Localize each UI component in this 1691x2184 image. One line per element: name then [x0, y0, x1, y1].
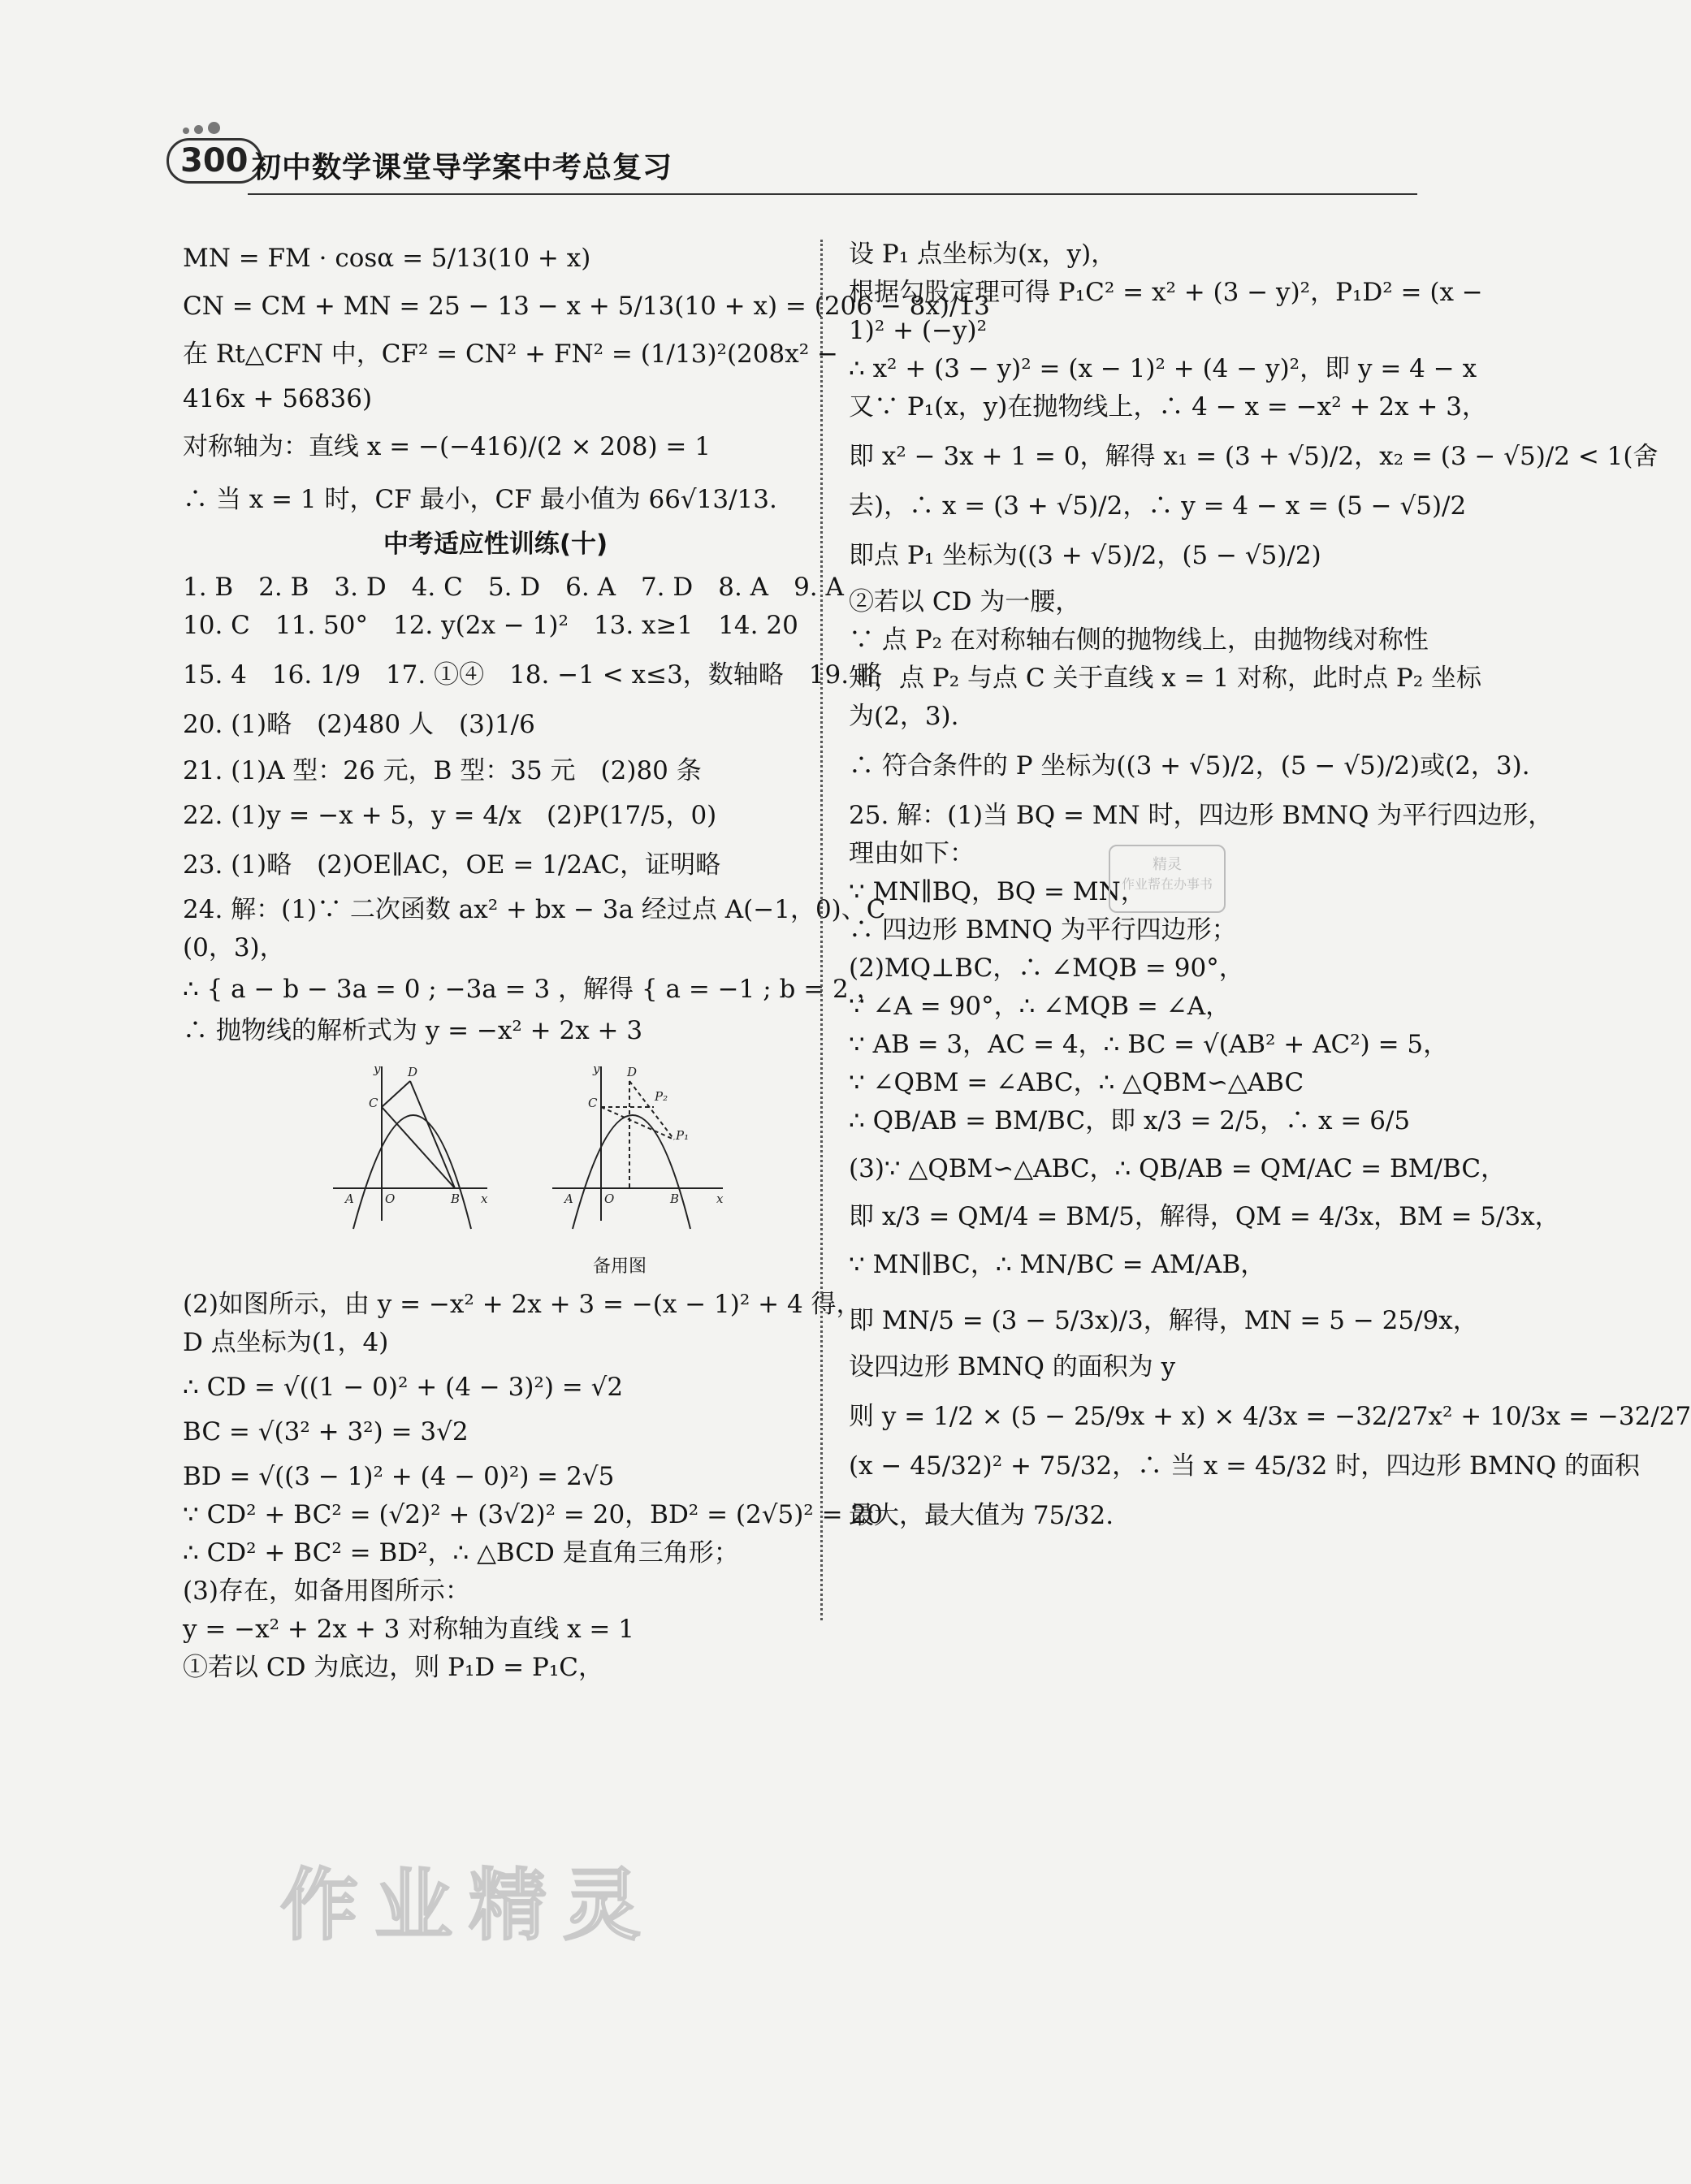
solution-line: (2)MQ⊥BC，∴ ∠MQB = 90°， — [849, 954, 1244, 983]
answer-line: 21. (1)A 型：26 元，B 型：35 元 (2)80 条 — [183, 756, 702, 785]
answer-line: (0，3)， — [183, 933, 285, 962]
answer-line: 24. 解：(1)∵ 二次函数 ax² + bx − 3a 经过点 A(−1，0)、C — [183, 895, 886, 924]
figure-caption: 备用图 — [593, 1256, 647, 1277]
svg-text:x: x — [716, 1191, 724, 1206]
solution-line: ∵ CD² + BC² = (√2)² + (3√2)² = 20，BD² = (2√5)² = 20 — [183, 1500, 883, 1529]
svg-text:O: O — [385, 1191, 396, 1206]
solution-line: 即 x² − 3x + 1 = 0，解得 x₁ = (3 + √5)/2，x₂ = (3 − √5)/2 < 1(舍 — [849, 442, 1659, 471]
solution-line: (3)存在，如备用图所示： — [183, 1576, 470, 1606]
solution-line: 在 Rt△CFN 中，CF² = CN² + FN² = (1/13)²(208x² − — [183, 339, 838, 369]
solution-line: 根据勾股定理可得 P₁C² = x² + (3 − y)²，P₁D² = (x − — [849, 278, 1483, 307]
solution-line: 设四边形 BMNQ 的面积为 y — [849, 1352, 1176, 1382]
solution-line: 最大，最大值为 75/32. — [849, 1501, 1114, 1530]
solution-line: ∴ 四边形 BMNQ 为平行四边形； — [849, 915, 1237, 945]
solution-line: (x − 45/32)² + 75/32，∴ 当 x = 45/32 时，四边形 BMNQ 的面积 — [849, 1451, 1640, 1481]
answer-line: ∴ 抛物线的解析式为 y = −x² + 2x + 3 — [183, 1016, 643, 1045]
solution-line: ∴ 符合条件的 P 坐标为((3 + √5)/2，(5 − √5)/2)或(2，3). — [849, 751, 1530, 781]
solution-line: (2)如图所示，由 y = −x² + 2x + 3 = −(x − 1)² + 4 得， — [183, 1290, 862, 1319]
page-number: 300 — [167, 138, 262, 184]
solution-line: 理由如下： — [849, 839, 975, 868]
solution-line: ∵ ∠QBM = ∠ABC，∴ △QBM∽△ABC — [849, 1068, 1304, 1097]
svg-text:C: C — [588, 1096, 598, 1110]
solution-line: ∴ QB/AB = BM/BC，即 x/3 = 2/5，∴ x = 6/5 — [849, 1106, 1411, 1135]
solution-line: 即点 P₁ 坐标为((3 + √5)/2，(5 − √5)/2) — [849, 541, 1321, 570]
solution-line: ∴ CD = √((1 − 0)² + (4 − 3)²) = √2 — [183, 1373, 624, 1402]
solution-line: ∵ 点 P₂ 在对称轴右侧的抛物线上，由抛物线对称性 — [849, 625, 1429, 655]
svg-text:x: x — [481, 1191, 488, 1206]
solution-line: 即 MN/5 = (3 − 5/3x)/3，解得，MN = 5 − 25/9x， — [849, 1306, 1478, 1335]
answer-line: ∴ { a − b − 3a = 0 ; −3a = 3 ，解得 { a = −1 ; b = 2 ， — [183, 975, 882, 1004]
solution-line: 416x + 56836) — [183, 384, 373, 413]
solution-line: 对称轴为：直线 x = −(−416)/(2 × 208) = 1 — [183, 432, 711, 461]
solution-line: ∴ CD² + BC² = BD²，∴ △BCD 是直角三角形； — [183, 1538, 739, 1568]
book-title: 初中数学课堂导学案中考总复习 — [252, 151, 673, 184]
answer-line: 1. B 2. B 3. D 4. C 5. D 6. A 7. D 8. A 9. A — [183, 573, 844, 602]
solution-line: 则 y = 1/2 × (5 − 25/9x + x) × 4/3x = −32/27x² + 10/3x = −32/27 — [849, 1402, 1691, 1431]
solution-line: 为(2，3). — [849, 702, 959, 731]
solution-line: 即 x/3 = QM/4 = BM/5，解得，QM = 4/3x，BM = 5/3x， — [849, 1202, 1560, 1231]
corner-stamp: 精灵 作业帮在办事书 — [1109, 845, 1226, 913]
decorative-dots — [183, 122, 225, 137]
column-divider — [820, 240, 823, 1620]
page-header — [167, 122, 1417, 199]
solution-line: ∵ ∠A = 90°，∴ ∠MQB = ∠A， — [849, 992, 1231, 1021]
solution-line: ②若以 CD 为一腰， — [849, 587, 1081, 616]
svg-text:D: D — [408, 1065, 418, 1079]
solution-line: 去)，∴ x = (3 + √5)/2，∴ y = 4 − x = (5 − √5)/2 — [849, 491, 1467, 521]
solution-line: CN = CM + MN = 25 − 13 − x + 5/13(10 + x) = (206 − 8x)/13 — [183, 292, 990, 321]
solution-line: D 点坐标为(1，4) — [183, 1328, 389, 1357]
solution-line: 知，点 P₂ 与点 C 关于直线 x = 1 对称，此时点 P₂ 坐标 — [849, 664, 1482, 693]
svg-text:A: A — [564, 1191, 573, 1206]
answer-line: 20. (1)略 (2)480 人 (3)1/6 — [183, 710, 535, 739]
svg-text:C: C — [369, 1096, 378, 1110]
parabola-graphs — [317, 1058, 739, 1245]
solution-line: 又∵ P₁(x，y)在抛物线上，∴ 4 − x = −x² + 2x + 3， — [849, 392, 1487, 422]
svg-text:B: B — [451, 1191, 461, 1206]
svg-text:B: B — [670, 1191, 680, 1206]
solution-line: MN = FM · cosα = 5/13(10 + x) — [183, 244, 591, 273]
svg-text:D: D — [627, 1065, 638, 1079]
answer-line: 15. 4 16. 1/9 17. ①④ 18. −1 < x≤3，数轴略 19. 略 — [183, 660, 882, 690]
answer-line: 23. (1)略 (2)OE∥AC，OE = 1/2AC，证明略 — [183, 850, 721, 880]
solution-line: ∴ 当 x = 1 时，CF 最小，CF 最小值为 66√13/13. — [183, 485, 777, 514]
solution-line: ∴ x² + (3 − y)² = (x − 1)² + (4 − y)²，即 y = 4 − x — [849, 354, 1477, 383]
svg-text:A: A — [345, 1191, 354, 1206]
solution-line: BC = √(3² + 3²) = 3√2 — [183, 1417, 469, 1447]
solution-line: ∵ MN∥BQ，BQ = MN， — [849, 877, 1146, 906]
solution-line: ∵ MN∥BC，∴ MN/BC = AM/AB， — [849, 1250, 1266, 1279]
watermark: 作业精灵 — [280, 1860, 657, 1951]
solution-line: y = −x² + 2x + 3 对称轴为直线 x = 1 — [183, 1615, 634, 1644]
solution-line: 1)² + (−y)² — [849, 316, 988, 345]
solution-line: 设 P₁ 点坐标为(x，y)， — [849, 240, 1117, 269]
parabola-figures — [317, 1058, 808, 1278]
answer-line: 10. C 11. 50° 12. y(2x − 1)² 13. x≥1 14. 20 — [183, 611, 798, 640]
stamp-text: 作业帮在办事书 — [1121, 876, 1213, 892]
svg-text:P₁: P₁ — [676, 1128, 690, 1143]
section-title: 中考适应性训练(十) — [383, 530, 608, 559]
svg-text:O: O — [604, 1191, 615, 1206]
svg-text:P₂: P₂ — [655, 1089, 668, 1104]
solution-line: 25. 解：(1)当 BQ = MN 时，四边形 BMNQ 为平行四边形， — [849, 801, 1554, 830]
solution-line: ∵ AB = 3，AC = 4，∴ BC = √(AB² + AC²) = 5， — [849, 1030, 1449, 1059]
solution-line: ①若以 CD 为底边，则 P₁D = P₁C， — [183, 1653, 603, 1682]
header-rule — [248, 193, 1417, 195]
svg-text:y: y — [593, 1062, 600, 1076]
solution-line: (3)∵ △QBM∽△ABC，∴ QB/AB = QM/AC = BM/BC， — [849, 1154, 1507, 1183]
answer-line: 22. (1)y = −x + 5，y = 4/x (2)P(17/5，0) — [183, 801, 717, 830]
solution-line: BD = √((3 − 1)² + (4 − 0)²) = 2√5 — [183, 1462, 615, 1491]
svg-text:y: y — [374, 1062, 381, 1076]
